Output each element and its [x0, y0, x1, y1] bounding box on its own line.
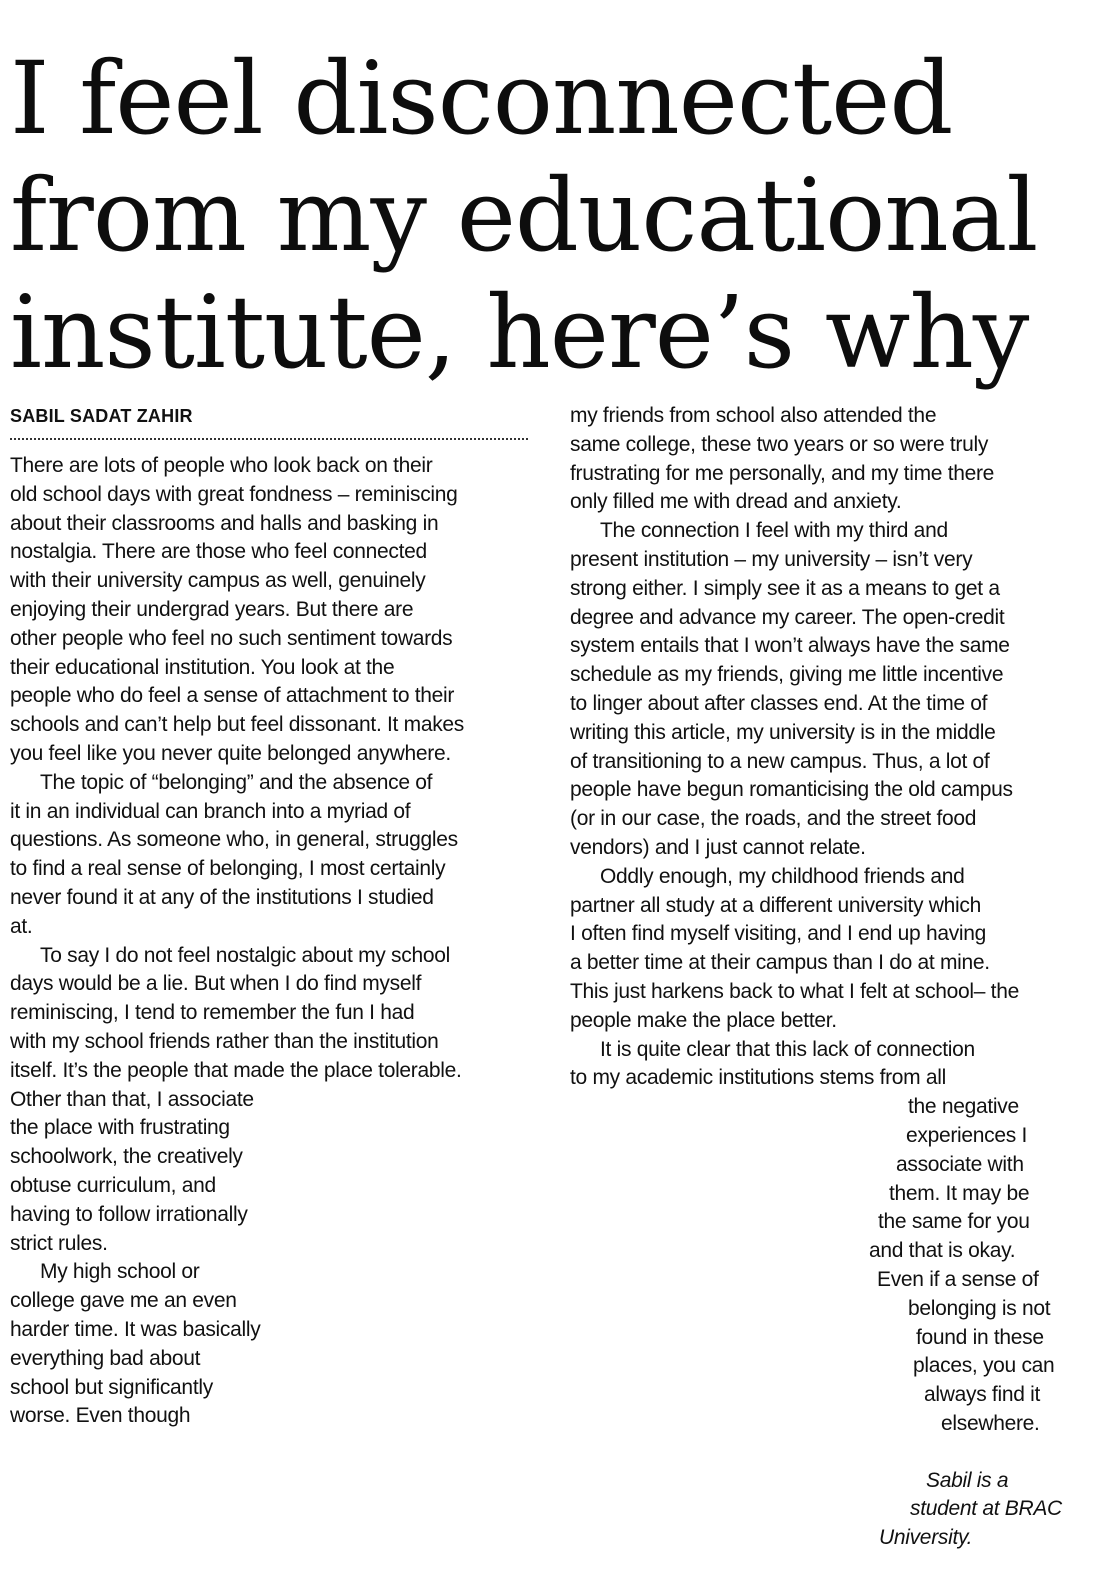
- closing-line: places, you can: [913, 1354, 1055, 1378]
- text-line: My high school or: [40, 1260, 200, 1284]
- text-line: people have begun romanticising the old campus: [570, 778, 1013, 802]
- text-line: degree and advance my career. The open-credit: [570, 605, 1005, 629]
- text-line: to my academic institutions stems from all: [570, 1066, 947, 1090]
- text-line: The connection I feel with my third and: [600, 519, 948, 543]
- text-line: to find a real sense of belonging, I most certainly: [10, 857, 446, 881]
- closing-line: elsewhere.: [941, 1411, 1040, 1435]
- text-line: There are lots of people who look back on their: [10, 454, 433, 477]
- text-line: (or in our case, the roads, and the street food: [570, 807, 977, 831]
- text-line: schools and can’t help but feel dissonant. It makes: [10, 713, 464, 737]
- text-line: questions. As someone who, in general, struggles: [10, 828, 458, 852]
- text-line: days would be a lie. But when I do find myself: [10, 972, 422, 996]
- text-line: with their university campus as well, genuinely: [10, 569, 426, 593]
- text-line: same college, these two years or so were truly: [570, 432, 989, 456]
- text-line: with my school friends rather than the institution: [10, 1029, 439, 1053]
- byline-divider: [10, 438, 528, 440]
- headline-line: I feel disconnected: [10, 40, 953, 157]
- text-line: only filled me with dread and anxiety.: [570, 490, 902, 514]
- text-line: The topic of “belonging” and the absence of: [40, 770, 433, 794]
- text-line: schedule as my friends, giving me little incentive: [570, 663, 1004, 687]
- text-line: Other than that, I associate: [10, 1087, 254, 1111]
- text-line: itself. It’s the people that made the place tolerable.: [10, 1058, 462, 1082]
- text-line: worse. Even though: [10, 1404, 191, 1428]
- headline-line: from my educational: [10, 157, 1038, 274]
- text-line: obtuse curriculum, and: [10, 1173, 216, 1197]
- text-line: never found it at any of the institutions I studied: [10, 885, 434, 909]
- closing-line: associate with: [896, 1152, 1024, 1176]
- text-line: at.: [10, 914, 33, 938]
- text-line: having to follow irrationally: [10, 1202, 248, 1226]
- text-line: it in an individual can branch into a myriad of: [10, 799, 411, 823]
- text-line: people who do feel a sense of attachment to their: [10, 684, 455, 708]
- text-line: vendors) and I just cannot relate.: [570, 835, 866, 859]
- text-line: everything bad about: [10, 1346, 201, 1370]
- text-line: of transitioning to a new campus. Thus, a lot of: [570, 749, 990, 773]
- text-line: people make the place better.: [570, 1008, 837, 1032]
- headline-line: institute, here’s why: [10, 274, 1029, 391]
- text-line: strict rules.: [10, 1231, 108, 1255]
- text-line: harder time. It was basically: [10, 1317, 261, 1341]
- text-line: other people who feel no such sentiment towards: [10, 626, 453, 650]
- right-text: [570, 402, 1090, 1093]
- text-line: partner all study at a different university which: [570, 893, 981, 917]
- text-line: my friends from school also attended the: [570, 404, 937, 427]
- text-line: present institution – my university – isn’t very: [570, 547, 973, 571]
- text-line: schoolwork, the creatively: [10, 1145, 243, 1169]
- text-line: writing this article, my university is in the middle: [570, 720, 996, 744]
- right-column: [570, 402, 1090, 1553]
- headline: [10, 40, 1100, 391]
- closing-line: and that is okay.: [869, 1239, 1016, 1263]
- left-text: [10, 452, 532, 1431]
- text-line: to linger about after classes end. At the time of: [570, 691, 988, 715]
- text-line: nostalgia. There are those who feel connected: [10, 540, 427, 564]
- text-line: frustrating for me personally, and my time there: [570, 461, 995, 485]
- credit-line: University.: [879, 1526, 973, 1550]
- closing-line: belonging is not: [908, 1296, 1051, 1320]
- text-line: school but significantly: [10, 1375, 213, 1399]
- credit-line: Sabil is a: [926, 1468, 1009, 1492]
- closing-line: always find it: [924, 1383, 1041, 1407]
- closing-line: Even if a sense of: [877, 1267, 1039, 1291]
- text-line: It is quite clear that this lack of connection: [600, 1037, 975, 1061]
- text-line: system entails that I won’t always have the same: [570, 634, 1010, 658]
- text-line: a better time at their campus than I do at mine.: [570, 951, 990, 975]
- text-line: old school days with great fondness – reminiscing: [10, 482, 458, 506]
- text-line: Oddly enough, my childhood friends and: [600, 864, 965, 888]
- text-line: reminiscing, I tend to remember the fun I had: [10, 1001, 415, 1025]
- closing-line: the same for you: [878, 1210, 1030, 1234]
- credit-line: student at BRAC: [910, 1497, 1062, 1521]
- closing-line: them. It may be: [889, 1181, 1030, 1205]
- text-line: enjoying their undergrad years. But there are: [10, 597, 414, 621]
- byline: SABIL SADAT ZAHIR: [10, 406, 193, 426]
- closing-line: experiences I: [906, 1123, 1028, 1147]
- text-line: To say I do not feel nostalgic about my school: [40, 943, 450, 967]
- text-line: you feel like you never quite belonged anywhere.: [10, 741, 451, 765]
- text-line: strong either. I simply see it as a means to get a: [570, 576, 1000, 600]
- closing-line: the negative: [908, 1095, 1019, 1119]
- author-credit: [570, 1467, 1090, 1553]
- left-column: [10, 402, 532, 1431]
- text-line: This just harkens back to what I felt at school– the: [570, 979, 1019, 1003]
- text-line: college gave me an even: [10, 1289, 237, 1313]
- text-line: their educational institution. You look at the: [10, 655, 395, 679]
- closing-text: [570, 1093, 1090, 1439]
- text-line: I often find myself visiting, and I end up having: [570, 922, 987, 946]
- text-line: about their classrooms and halls and basking in: [10, 511, 439, 535]
- text-line: the place with frustrating: [10, 1116, 230, 1140]
- closing-line: found in these: [916, 1325, 1044, 1349]
